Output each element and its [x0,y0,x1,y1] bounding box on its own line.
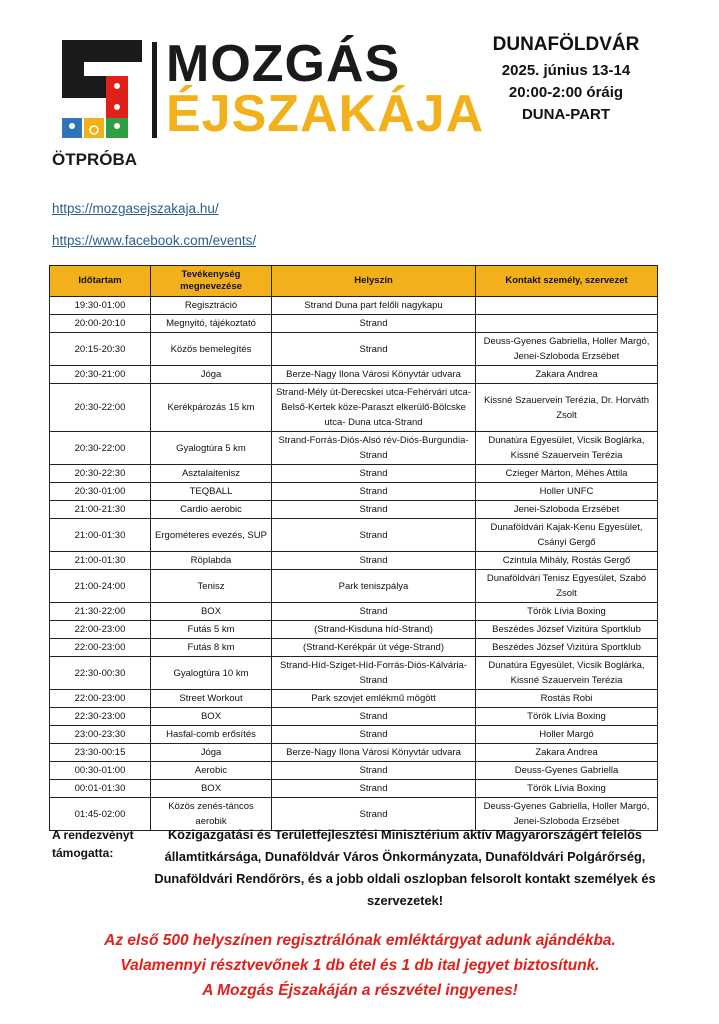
cell-location: Strand [272,603,476,621]
cell-contact: Kissné Szauervein Terézia, Dr. Horváth Zsolt [476,384,658,432]
cell-location: Strand Duna part felőli nagykapu [272,297,476,315]
cell-location: Berze-Nagy Ilona Városi Könyvtár udvara [272,366,476,384]
cell-location: Berze-Nagy Ilona Városi Könyvtár udvara [272,744,476,762]
cell-contact: Török Lívia Boxing [476,708,658,726]
cell-duration: 23:00-23:30 [50,726,151,744]
table-row [50,780,658,798]
cell-contact: Beszédes József Vizitúra Sportklub [476,621,658,639]
cell-duration: 22:30-23:00 [50,708,151,726]
cell-location: Strand [272,501,476,519]
cell-activity: Hasfal-comb erősítés [151,726,272,744]
cell-duration: 19:30-01:00 [50,297,151,315]
cell-contact [476,297,658,315]
cell-contact: Dunatúra Egyesület, Vicsik Boglárka, Kissné Szauervein Terézia [476,657,658,690]
cell-activity: BOX [151,708,272,726]
cell-duration: 22:00-23:00 [50,690,151,708]
cell-contact: Beszédes József Vizitúra Sportklub [476,639,658,657]
cell-activity: Jóga [151,744,272,762]
cell-duration: 20:30-01:00 [50,483,151,501]
event-time: 20:00-2:00 óráig [508,84,624,101]
table-row [50,465,658,483]
event-info [478,34,654,128]
cell-duration: 20:30-21:00 [50,366,151,384]
sponsor-label: A rendezvényt támogatta: [52,828,134,860]
note-food: Valamennyi résztvevőnek 1 db étel és 1 db ital jegyet biztosítunk. [120,957,600,974]
cell-location: Strand [272,726,476,744]
cell-duration: 21:30-22:00 [50,603,151,621]
cell-location: Strand [272,519,476,552]
col-header-location: Helyszín [272,266,476,297]
cell-activity: Gyalogtúra 5 km [151,432,272,465]
cell-duration: 20:00-20:10 [50,315,151,333]
cell-duration: 21:00-01:30 [50,519,151,552]
cell-contact: Dunaföldvári Tenisz Egyesület, Szabó Zsolt [476,570,658,603]
table-row [50,621,658,639]
schedule-table [49,265,658,831]
cell-duration: 22:00-23:00 [50,639,151,657]
table-row [50,384,658,432]
cell-contact: Dunaföldvári Kajak-Kenu Egyesület, Csányi Gergő [476,519,658,552]
table-row [50,690,658,708]
table-row [50,297,658,315]
cell-contact: Dunatúra Egyesület, Vicsik Boglárka, Kissné Szauervein Terézia [476,432,658,465]
table-row [50,639,658,657]
cell-activity: Asztalaitenisz [151,465,272,483]
cell-contact: Deuss-Gyenes Gabriella, Holler Margó, Jenei-Szloboda Erzsébet [476,798,658,831]
cell-location: Strand [272,762,476,780]
col-header-activity: Tevékenység megnevezése [151,266,272,297]
event-date: 2025. június 13-14 [501,62,631,79]
cell-location: (Strand-Kisduna híd-Strand) [272,621,476,639]
table-row [50,333,658,366]
table-row [50,483,658,501]
table-row [50,603,658,621]
cell-activity: Cardio aerobic [151,501,272,519]
cell-activity: Jóga [151,366,272,384]
cell-activity: BOX [151,603,272,621]
cell-location: Strand [272,465,476,483]
brand-subtitle: ÖTPRÓBA [52,150,137,169]
table-row [50,570,658,603]
cell-contact: Török Lívia Boxing [476,603,658,621]
table-row [50,501,658,519]
cell-contact: Deuss-Gyenes Gabriella, Holler Margó, Jenei-Szloboda Erzsébet [476,333,658,366]
cell-location: Strand [272,798,476,831]
cell-contact [476,315,658,333]
cell-contact: Holler UNFC [476,483,658,501]
brand-title-line2: ÉJSZAKÁJA [166,85,485,143]
table-row [50,432,658,465]
cell-activity: Regisztráció [151,297,272,315]
schedule-body [50,297,658,831]
cell-duration: 00:01-01:30 [50,780,151,798]
note-free: A Mozgás Éjszakáján a részvétel ingyenes! [202,982,518,999]
cell-duration: 00:30-01:00 [50,762,151,780]
cell-duration: 21:00-01:30 [50,552,151,570]
cell-duration: 20:30-22:00 [50,384,151,432]
cell-activity: Tenisz [151,570,272,603]
cell-contact: Czintula Mihály, Rostás Gergő [476,552,658,570]
brand-divider [152,42,157,138]
table-row [50,762,658,780]
event-city: DUNAFÖLDVÁR [492,34,640,55]
cell-location: Strand-Forrás-Diós-Alsó rév-Diós-Burgundia-Strand [272,432,476,465]
cell-activity: Közös zenés-táncos aerobik [151,798,272,831]
cell-activity: Ergométeres evezés, SUP [151,519,272,552]
table-row [50,552,658,570]
cell-location: Strand [272,333,476,366]
cell-duration: 23:30-00:15 [50,744,151,762]
cell-activity: Kerékpározás 15 km [151,384,272,432]
facebook-event-link[interactable]: https://www.facebook.com/events/ [52,233,257,248]
cell-location: Park szovjet emlékmű mögött [272,690,476,708]
cell-location: (Strand-Kerékpár út vége-Strand) [272,639,476,657]
table-row [50,519,658,552]
cell-activity: Street Workout [151,690,272,708]
cell-contact: Zakara Andrea [476,744,658,762]
cell-duration: 01:45-02:00 [50,798,151,831]
brand-title-line1: MOZGÁS [166,35,401,93]
sponsor-text: Közigazgatási és Területfejlesztési Minisztérium aktív Magyarországért felelős államtitkársága, Dunaföldvár Város Önkormányzata, Dunaföldvári Polgárőrség, Dunaföldvári Rendőrörs, és a jobb oldali oszlopban felsorolt kontakt személyek és szervezetek! [154,827,656,908]
cell-location: Strand [272,483,476,501]
table-row [50,657,658,690]
cell-duration: 20:15-20:30 [50,333,151,366]
notes [40,928,680,1003]
cell-activity: Futás 8 km [151,639,272,657]
cell-location: Park teniszpálya [272,570,476,603]
cell-activity: Futás 5 km [151,621,272,639]
cell-contact: Zakara Andrea [476,366,658,384]
table-row [50,708,658,726]
cell-location: Strand [272,708,476,726]
table-row [50,315,658,333]
col-header-duration: Időtartam [50,266,151,297]
cell-location: Strand-Mély út-Derecskei utca-Fehérvári utca- Belső-Kertek köze-Paraszt elkerülő-Bölcske utca- Duna utca-Strand [272,384,476,432]
table-row [50,744,658,762]
col-header-contact: Kontakt személy, szervezet [476,266,658,297]
cell-contact: Holler Margó [476,726,658,744]
cell-location: Strand [272,780,476,798]
cell-contact: Czieger Márton, Méhes Attila [476,465,658,483]
cell-activity: TEQBALL [151,483,272,501]
otproba-logo-icon [62,40,142,140]
cell-location: Strand [272,552,476,570]
cell-activity: Aerobic [151,762,272,780]
cell-contact: Rostás Robi [476,690,658,708]
cell-duration: 22:30-00:30 [50,657,151,690]
cell-duration: 21:00-21:30 [50,501,151,519]
cell-contact: Jenei-Szloboda Erzsébet [476,501,658,519]
cell-duration: 22:00-23:00 [50,621,151,639]
cell-activity: BOX [151,780,272,798]
cell-activity: Megnyitó, tájékoztató [151,315,272,333]
cell-activity: Közös bemelegítés [151,333,272,366]
cell-location: Strand-Híd-Sziget-Híd-Forrás-Diós-Kálvária-Strand [272,657,476,690]
table-row [50,726,658,744]
website-link[interactable]: https://mozgasejszakaja.hu/ [52,201,219,216]
note-gift: Az első 500 helyszínen regisztrálónak emléktárgyat adunk ajándékba. [104,932,616,949]
table-header-row [50,266,658,297]
cell-duration: 20:30-22:00 [50,432,151,465]
cell-activity: Röplabda [151,552,272,570]
cell-contact: Deuss-Gyenes Gabriella [476,762,658,780]
cell-duration: 21:00-24:00 [50,570,151,603]
event-place: DUNA-PART [521,106,611,123]
table-row [50,366,658,384]
cell-activity: Gyalogtúra 10 km [151,657,272,690]
cell-location: Strand [272,315,476,333]
cell-contact: Török Lívia Boxing [476,780,658,798]
cell-duration: 20:30-22:30 [50,465,151,483]
